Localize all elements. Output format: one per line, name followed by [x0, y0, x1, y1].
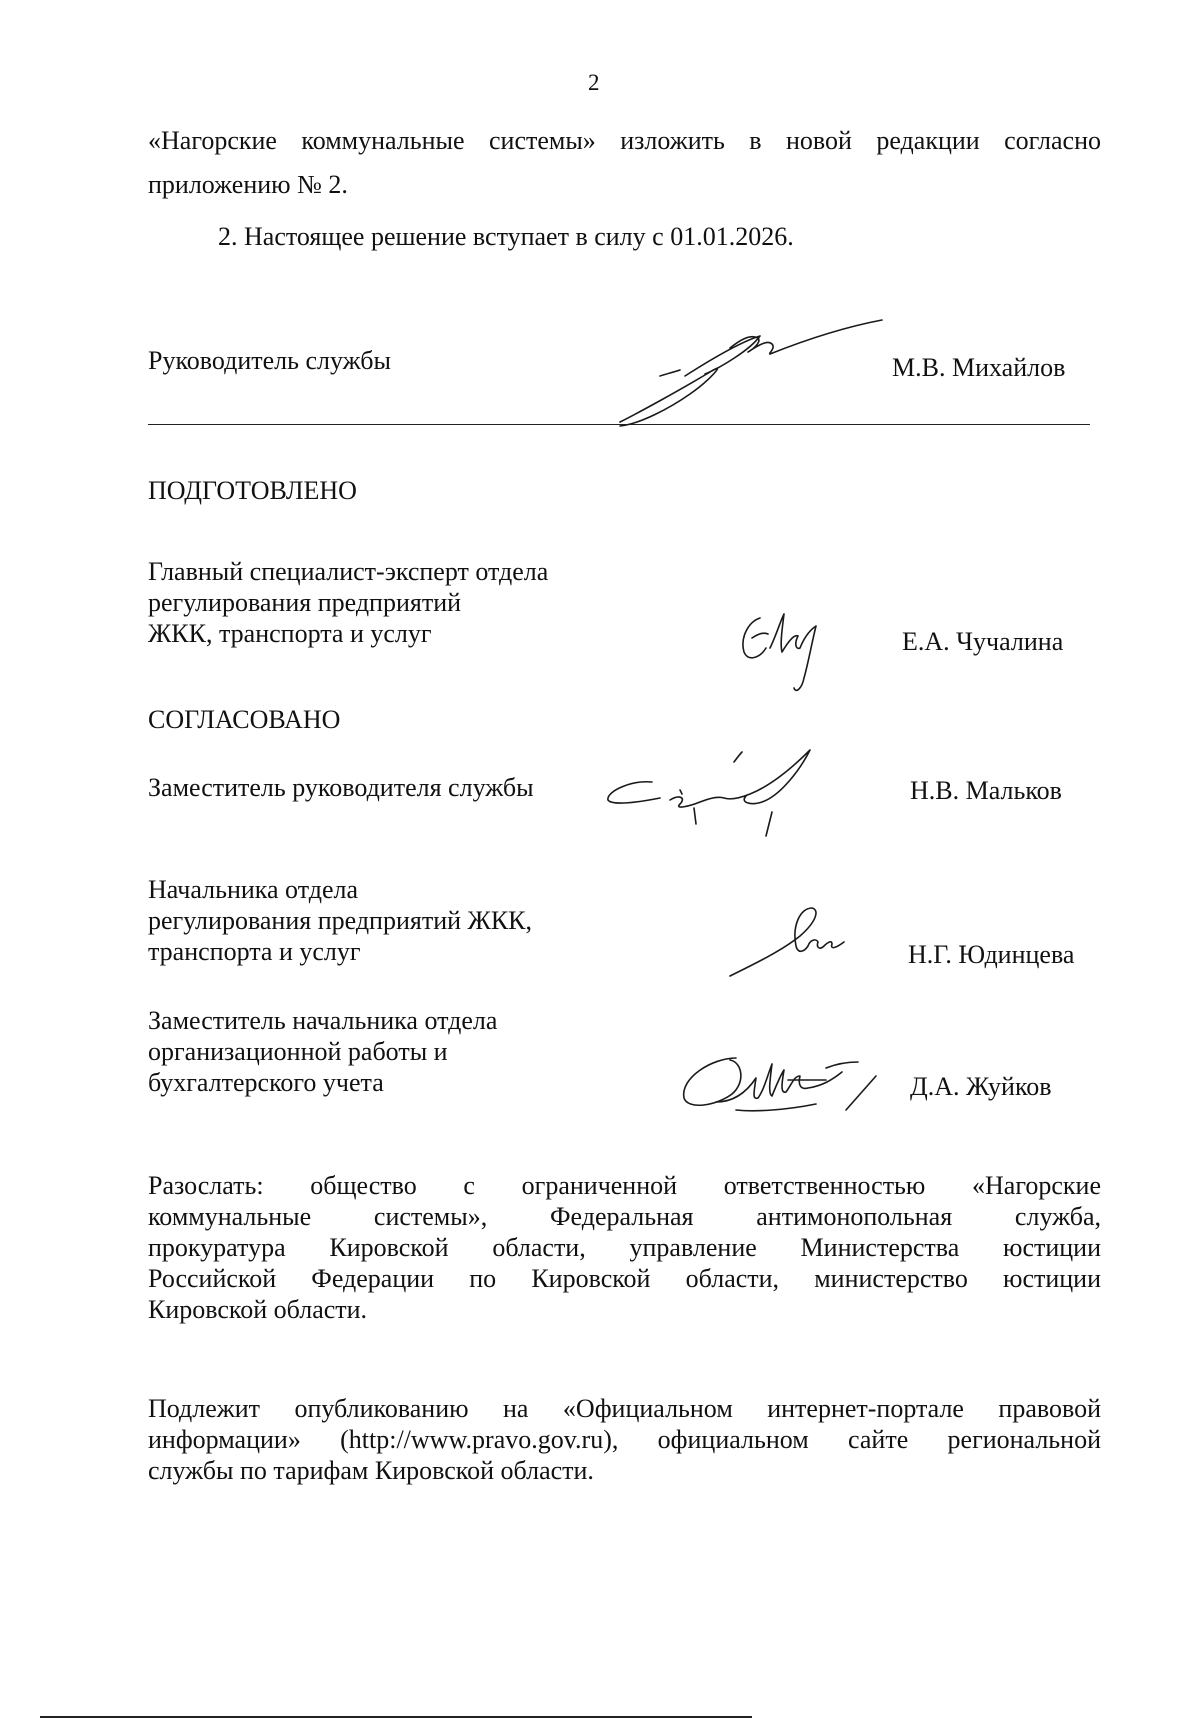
- publication-line: службы по тарифам Кировской области.: [148, 1456, 594, 1485]
- distribution-line: Кировской области.: [148, 1295, 368, 1324]
- approver-2-title: [148, 874, 532, 967]
- publication-line: Подлежит опубликованию на «Официальном интернет-портале правовой: [148, 1394, 1101, 1423]
- distribution-line: Разослать: общество с ограниченной ответственностью «Нагорские: [148, 1171, 1101, 1200]
- page-number: 2: [588, 70, 600, 95]
- approver-2-title-line: транспорта и услуг: [148, 937, 361, 966]
- top-edge-mark: [1090, 0, 1170, 6]
- intro-line-1: «Нагорские коммунальные системы» изложить в новой редакции согласно: [148, 126, 1101, 155]
- approver-1-title: Заместитель руководителя службы: [148, 773, 534, 802]
- signature-approver-3: [676, 1050, 896, 1120]
- approver-2-name: Н.Г. Юдинцева: [908, 940, 1075, 969]
- bottom-rule: [40, 1716, 752, 1718]
- publication: [148, 1393, 1101, 1486]
- signature-approver-2: [720, 902, 850, 982]
- approver-3-title-line: бухгалтерского учета: [148, 1068, 384, 1097]
- intro-line-2: приложению № 2.: [148, 170, 348, 199]
- head-name: М.В. Михайлов: [892, 353, 1066, 382]
- head-title: Руководитель службы: [148, 346, 391, 375]
- prepared-title-line: регулирования предприятий: [148, 588, 462, 617]
- signature-approver-1: [600, 740, 880, 840]
- signature-head: [600, 320, 890, 435]
- approver-3-title-line: организационной работы и: [148, 1037, 448, 1066]
- publication-line: информации» (http://www.pravo.gov.ru), официальном сайте региональной: [148, 1425, 1101, 1454]
- prepared-title-line: ЖКК, транспорта и услуг: [148, 619, 432, 648]
- prepared-name: Е.А. Чучалина: [902, 627, 1064, 656]
- approver-1-name: Н.В. Мальков: [910, 776, 1062, 805]
- prepared-title: [148, 556, 548, 649]
- approver-3-title-line: Заместитель начальника отдела: [148, 1006, 498, 1035]
- approver-2-title-line: регулирования предприятий ЖКК,: [148, 906, 533, 935]
- distribution-line: коммунальные системы», Федеральная антимонопольная служба,: [148, 1202, 1101, 1231]
- signature-prepared: [730, 608, 830, 698]
- approver-3-title: [148, 1005, 497, 1098]
- prepared-heading: ПОДГОТОВЛЕНО: [148, 476, 357, 505]
- approver-3-name: Д.А. Жуйков: [910, 1072, 1052, 1101]
- distribution-line: Российской Федерации по Кировской области, министерство юстиции: [148, 1264, 1101, 1293]
- prepared-title-line: Главный специалист-эксперт отдела: [148, 557, 549, 586]
- clause-2: 2. Настоящее решение вступает в силу с 01.01.2026.: [218, 222, 794, 251]
- distribution: [148, 1170, 1101, 1325]
- distribution-line: прокуратура Кировской области, управление Министерства юстиции: [148, 1233, 1101, 1262]
- approver-2-title-line: Начальника отдела: [148, 875, 359, 904]
- approved-heading: СОГЛАСОВАНО: [148, 705, 341, 734]
